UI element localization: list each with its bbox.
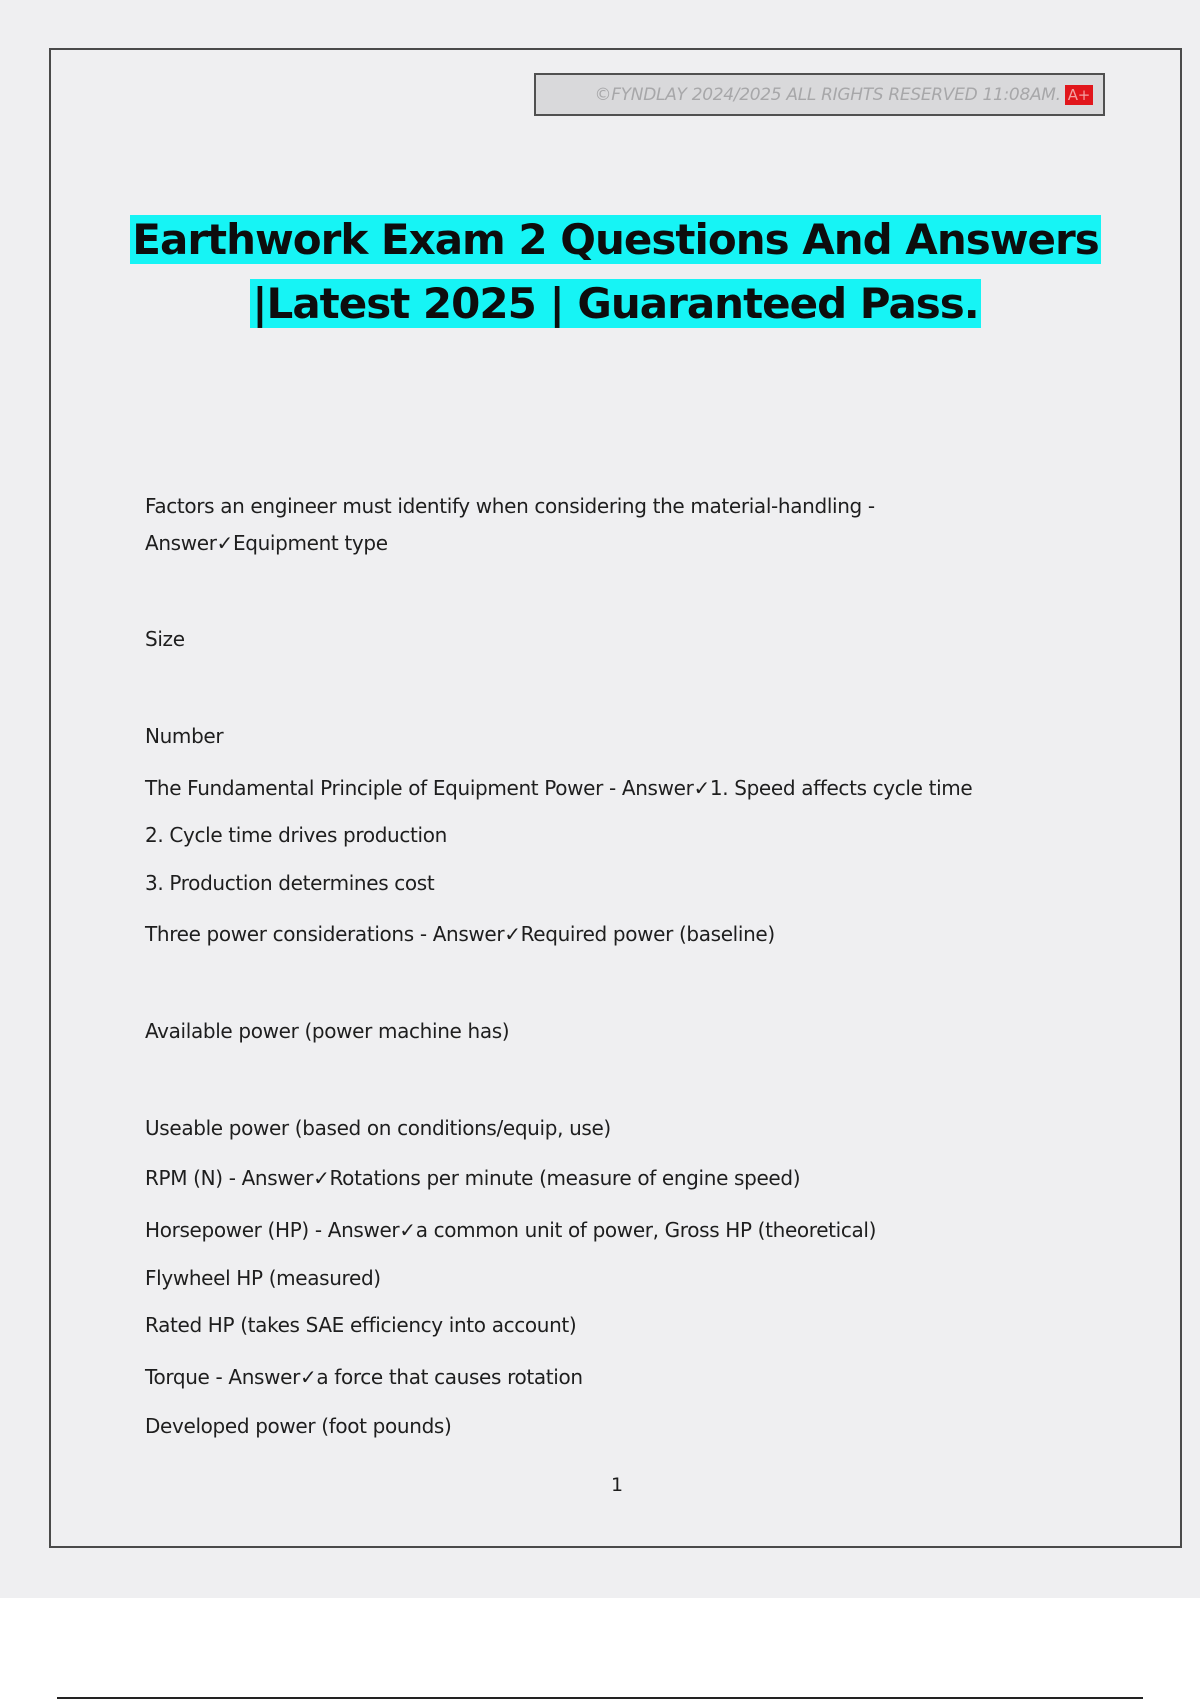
question-line-6: Torque - Answer✓a force that causes rotation — [145, 1365, 583, 1389]
page-number: 1 — [610, 1474, 624, 1496]
question-line-5: Horsepower (HP) - Answer✓a common unit of power, Gross HP (theoretical) — [145, 1218, 877, 1242]
answer-line-8: Flywheel HP (measured) — [145, 1266, 381, 1290]
answer-line-1: Answer✓Equipment type — [145, 531, 388, 555]
question-line-3: Three power considerations - Answer✓Required power (baseline) — [145, 922, 775, 946]
answer-line-4: 2. Cycle time drives production — [145, 823, 447, 847]
answer-line-10: Developed power (foot pounds) — [145, 1414, 452, 1438]
answer-line-9: Rated HP (takes SAE efficiency into account) — [145, 1313, 577, 1337]
document-title — [49, 208, 1182, 336]
copyright-banner — [534, 73, 1105, 116]
question-line-2: The Fundamental Principle of Equipment Power - Answer✓1. Speed affects cycle time — [145, 776, 973, 800]
answer-line-7: Useable power (based on conditions/equip, use) — [145, 1116, 611, 1140]
answer-line-2: Size — [145, 627, 185, 651]
title-line-2: |Latest 2025 | Guaranteed Pass. — [252, 279, 979, 328]
answer-line-5: 3. Production determines cost — [145, 871, 435, 895]
title-line-1: Earthwork Exam 2 Questions And Answers — [132, 215, 1099, 264]
answer-line-3: Number — [145, 724, 224, 748]
copyright-text: ©FYNDLAY 2024/2025 ALL RIGHTS RESERVED 11:08AM. — [594, 84, 1061, 105]
question-line-1: Factors an engineer must identify when considering the material-handling - — [145, 494, 875, 518]
next-page-divider — [57, 1697, 1143, 1699]
grade-badge: A+ — [1065, 85, 1093, 105]
answer-line-6: Available power (power machine has) — [145, 1019, 510, 1043]
question-line-4: RPM (N) - Answer✓Rotations per minute (measure of engine speed) — [145, 1166, 801, 1190]
